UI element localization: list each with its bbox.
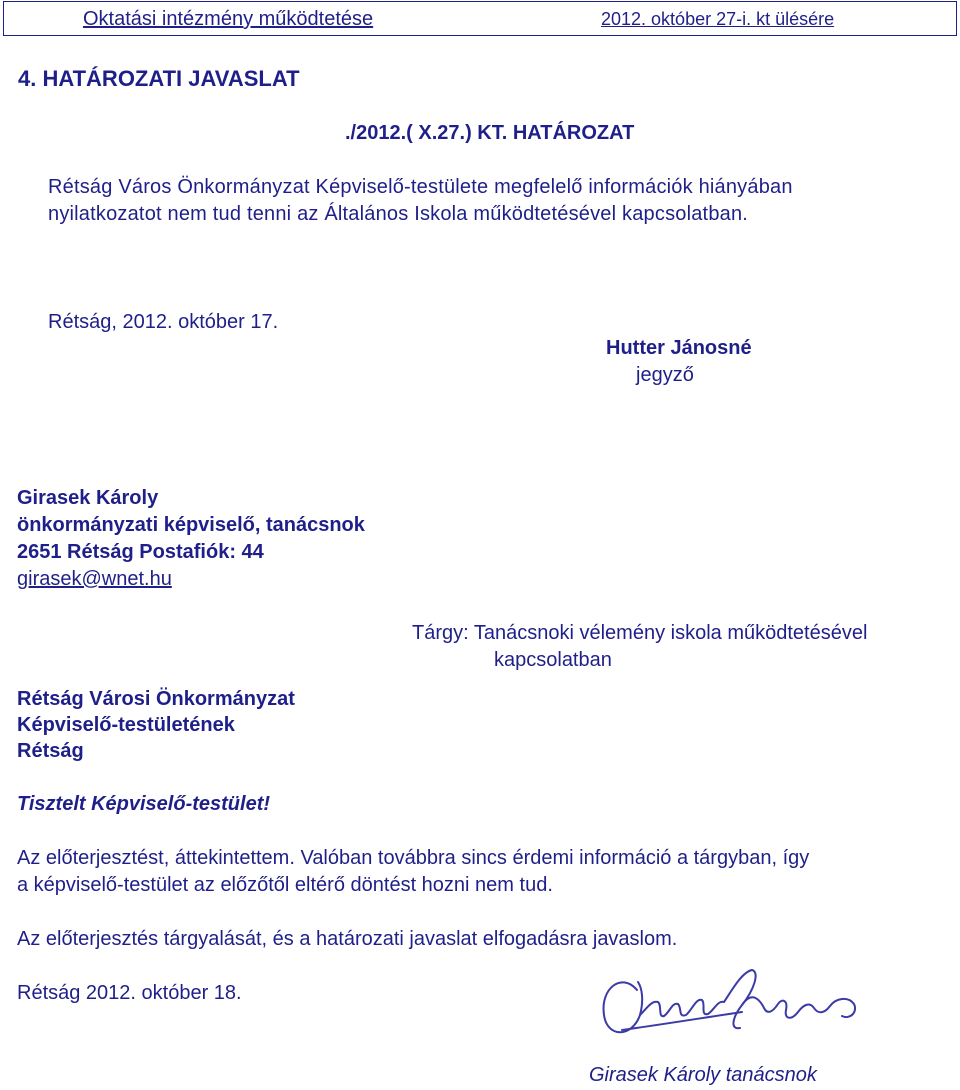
recipient-line-2: Képviselő-testületének (17, 714, 235, 736)
sender-role: önkormányzati képviselő, tanácsnok (17, 514, 365, 536)
resolution-title: ./2012.( X.27.) KT. HATÁROZAT (345, 122, 635, 144)
body-line-2: a képviselő-testület az előzőtől eltérő döntést hozni nem tud. (17, 874, 553, 896)
sender-name: Girasek Károly (17, 487, 159, 509)
body-line-1: Az előterjesztést, áttekintettem. Valóban továbbra sincs érdemi információ a tárgyban, így (17, 847, 810, 869)
proposal-signer-title: jegyző (636, 364, 694, 386)
subject-line-1: Tárgy: Tanácsnoki vélemény iskola működtetésével (412, 622, 868, 644)
header-document-title: Oktatási intézmény működtetése (83, 8, 374, 30)
recipient-line-3: Rétság (17, 740, 84, 762)
resolution-text-line-2: nyilatkozatot nem tud tenni az Általános Iskola működtetésével kapcsolatban. (48, 203, 749, 225)
body-line-3: Az előterjesztés tárgyalását, és a határozati javaslat elfogadásra javaslom. (17, 928, 678, 950)
header-meeting-date: 2012. október 27-i. kt ülésére (601, 9, 835, 29)
resolution-text-line-1: Rétság Város Önkormányzat Képviselő-testülete megfelelő információk hiányában (48, 176, 793, 198)
letter-place-date: Rétság 2012. október 18. (17, 982, 242, 1004)
signature-caption: Girasek Károly tanácsnok (589, 1064, 817, 1086)
handwritten-signature (592, 960, 862, 1060)
recipient-line-1: Rétság Városi Önkormányzat (17, 688, 295, 710)
proposal-heading: 4. HATÁROZATI JAVASLAT (18, 66, 300, 91)
proposal-signer-name: Hutter Jánosné (606, 337, 752, 359)
subject-line-2: kapcsolatban (494, 649, 612, 671)
salutation: Tisztelt Képviselő-testület! (17, 793, 271, 815)
sender-email-link[interactable]: girasek@wnet.hu (17, 568, 172, 590)
proposal-place-date: Rétság, 2012. október 17. (48, 311, 279, 333)
sender-address: 2651 Rétság Postafiók: 44 (17, 541, 264, 563)
